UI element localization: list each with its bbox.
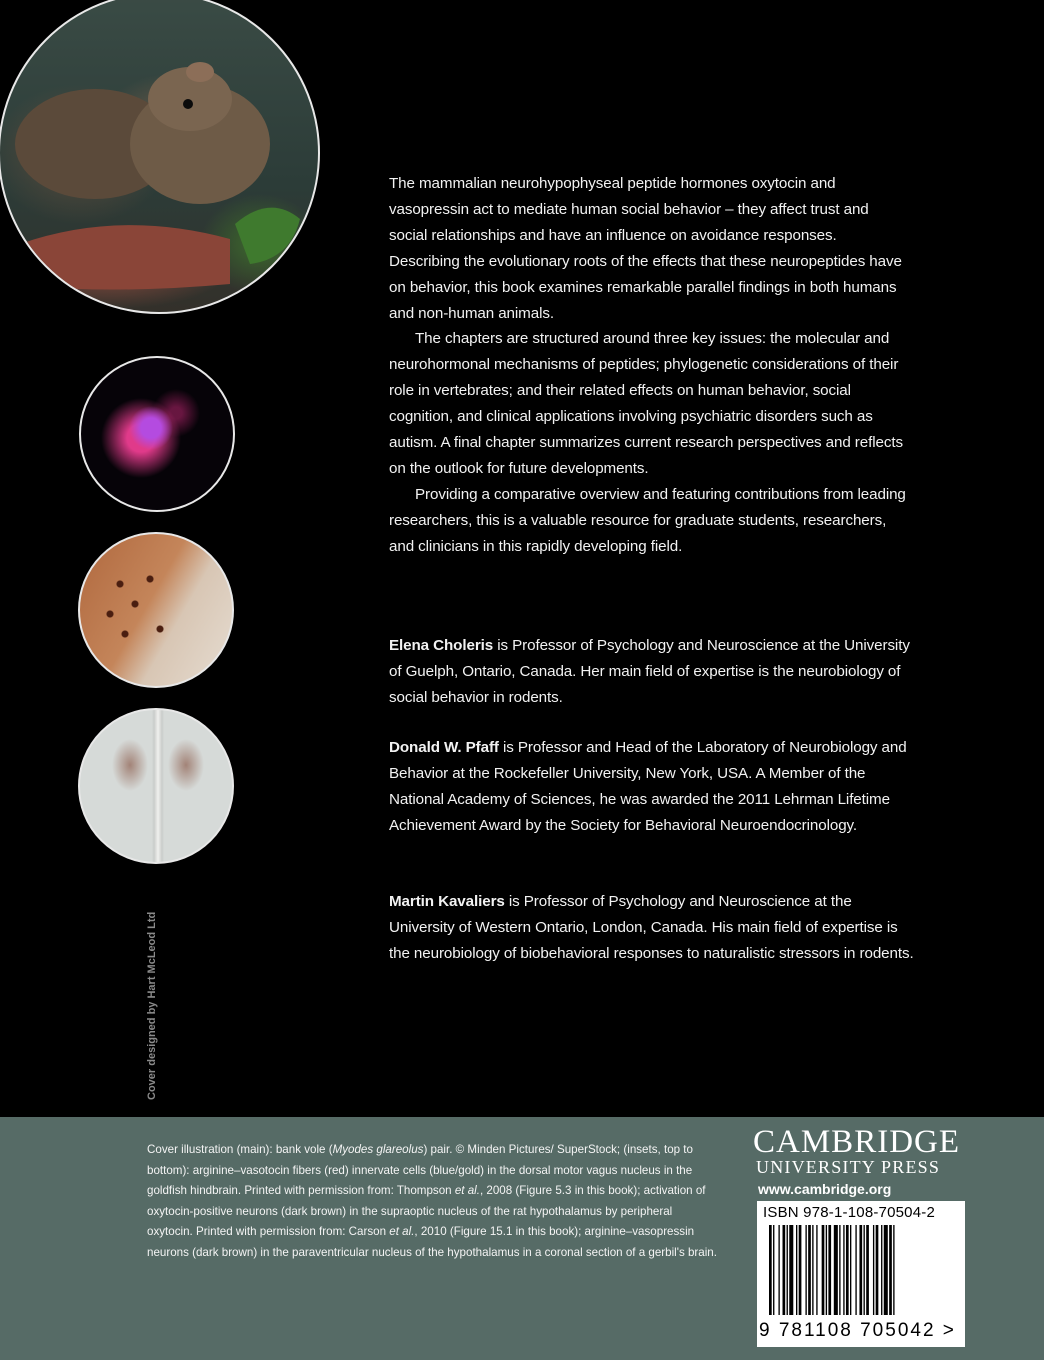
author-bio-text: is Professor and Head of the Laboratory of Neurobiology and Behavior at the Rockefeller University, New York, USA. A Member of the National Academy of Sciences, he was awarded the 2011 Lehrman Lifetime Achievement Award by the Society for Behavioral Neuroendocrinology.	[389, 739, 907, 834]
barcode-bar	[822, 1225, 825, 1315]
species-name: Myodes glareolus	[332, 1143, 424, 1156]
barcode-bar	[859, 1225, 862, 1315]
barcode-bar	[839, 1225, 840, 1315]
cover-illustration-credit	[147, 1140, 717, 1263]
book-blurb	[389, 171, 909, 560]
barcode-bar	[808, 1225, 811, 1315]
barcode-bar	[778, 1225, 779, 1315]
barcode-bar	[796, 1225, 797, 1315]
author-name: Elena Choleris	[389, 637, 494, 654]
barcode-bar	[812, 1225, 813, 1315]
isbn-barcode	[757, 1201, 965, 1347]
barcode-bar	[855, 1225, 856, 1315]
author-bio-choleris	[389, 633, 919, 711]
barcode-bar	[864, 1225, 865, 1315]
vole-illustration	[0, 0, 320, 314]
credit-text: ) pair. © Minden Pictures/ SuperStock; (insets, top to bottom): arginine–vasotocin fibers (red) innervate cells (blue/gold) in the dorsal motor vagus nucleus in the goldfish hindbrain. Printed with permission from: Thompson	[147, 1143, 693, 1197]
barcode-bar	[884, 1225, 888, 1315]
main-photo-bank-vole	[0, 0, 320, 314]
author-name: Donald W. Pfaff	[389, 739, 499, 756]
blurb-paragraph-3: Providing a comparative overview and featuring contributions from leading researchers, this is a valuable resource for graduate students, researchers, and clinicians in this rapidly developing field.	[389, 485, 906, 555]
barcode-bar	[846, 1225, 849, 1315]
inset-photo-vasotocin-fibers	[79, 356, 235, 512]
author-bio-kavaliers	[389, 889, 919, 967]
credit-text: , 2008 (Figure 5.3 in this book); activation of oxytocin-positive neurons (dark brown) in the supraoptic nucleus of the rat hypothalamus by peripheral oxytocin. Printed with permission from: Carson	[147, 1184, 706, 1238]
design-credit: Cover designed by Hart McLeod Ltd	[146, 911, 158, 1100]
barcode-bars	[761, 1225, 961, 1319]
et-al: et al.	[454, 1184, 480, 1197]
barcode-bar	[889, 1225, 892, 1315]
publisher-logo-name: CAMBRIDGE	[753, 1124, 961, 1160]
credit-text: Cover illustration (main): bank vole (	[147, 1143, 333, 1156]
barcode-bar	[828, 1225, 831, 1315]
barcode-bar	[843, 1225, 844, 1315]
barcode-bar	[799, 1225, 802, 1315]
blurb-paragraph-1: The mammalian neurohypophyseal peptide hormones oxytocin and vasopressin act to mediate human social behavior – they affect trust and social relationships and have an influence on avoidance responses. Describing the evolutionary roots of the effects that these neuropeptides have on behavior, this book examines remarkable parallel findings in both humans and non-human animals.	[389, 175, 902, 322]
vole-ear	[186, 62, 214, 82]
author-bio-text: is Professor of Psychology and Neuroscience at the University of Western Ontario, London, Canada. His main field of expertise is the neurobiology of biobehavioral responses to naturalistic stressors in rodents.	[389, 893, 914, 962]
barcode-bar	[773, 1225, 774, 1315]
vole-eye	[183, 99, 193, 109]
blurb-paragraph-2: The chapters are structured around three key issues: the molecular and neurohormonal mechanisms of peptides; phylogenetic considerations of their role in vertebrates; and their related effects on human behavior, social cognition, and clinical applications involving psychiatric disorders such as autism. A final chapter summarizes current research perspectives and reflects on the outlook for future developments.	[389, 330, 903, 477]
author-bio-text: is Professor of Psychology and Neuroscience at the University of Guelph, Ontario, Canada. Her main field of expertise is the neurobiology of social behavior in rodents.	[389, 637, 910, 706]
author-bio-pfaff	[389, 735, 919, 839]
barcode-bar	[834, 1225, 838, 1315]
barcode-bar	[816, 1225, 817, 1315]
author-name: Martin Kavaliers	[389, 893, 505, 910]
credit-text: , 2010 (Figure 15.1 in this book); arginine–vasopressin neurons (dark brown) in the paraventricular nucleus of the hypothalamus in a coronal section of a gerbil's brain.	[147, 1225, 717, 1259]
wooden-branch	[20, 225, 230, 289]
barcode-bar	[805, 1225, 806, 1315]
barcode-bar	[866, 1225, 869, 1315]
publisher-logo-sub: UNIVERSITY PRESS	[756, 1157, 941, 1177]
inset-photo-oxytocin-neurons	[78, 532, 234, 688]
publisher-url: www.cambridge.org	[758, 1181, 892, 1197]
leaf	[235, 208, 300, 264]
et-al: et al.	[389, 1225, 415, 1238]
barcode-bar	[876, 1225, 879, 1315]
isbn-label: ISBN 978-1-108-70504-2	[763, 1204, 936, 1221]
barcode-bar	[769, 1225, 772, 1315]
barcode-bar	[783, 1225, 786, 1315]
barcode-bar	[850, 1225, 851, 1315]
barcode-bar	[789, 1225, 793, 1315]
barcode-bar	[826, 1225, 827, 1315]
barcode-bar	[787, 1225, 788, 1315]
barcode-bar	[881, 1225, 882, 1315]
barcode-digits: 9 781108 705042 >	[759, 1320, 956, 1341]
barcode-bar	[873, 1225, 874, 1315]
barcode-bar	[893, 1225, 894, 1315]
inset-photo-vasopressin-neurons	[78, 708, 234, 864]
